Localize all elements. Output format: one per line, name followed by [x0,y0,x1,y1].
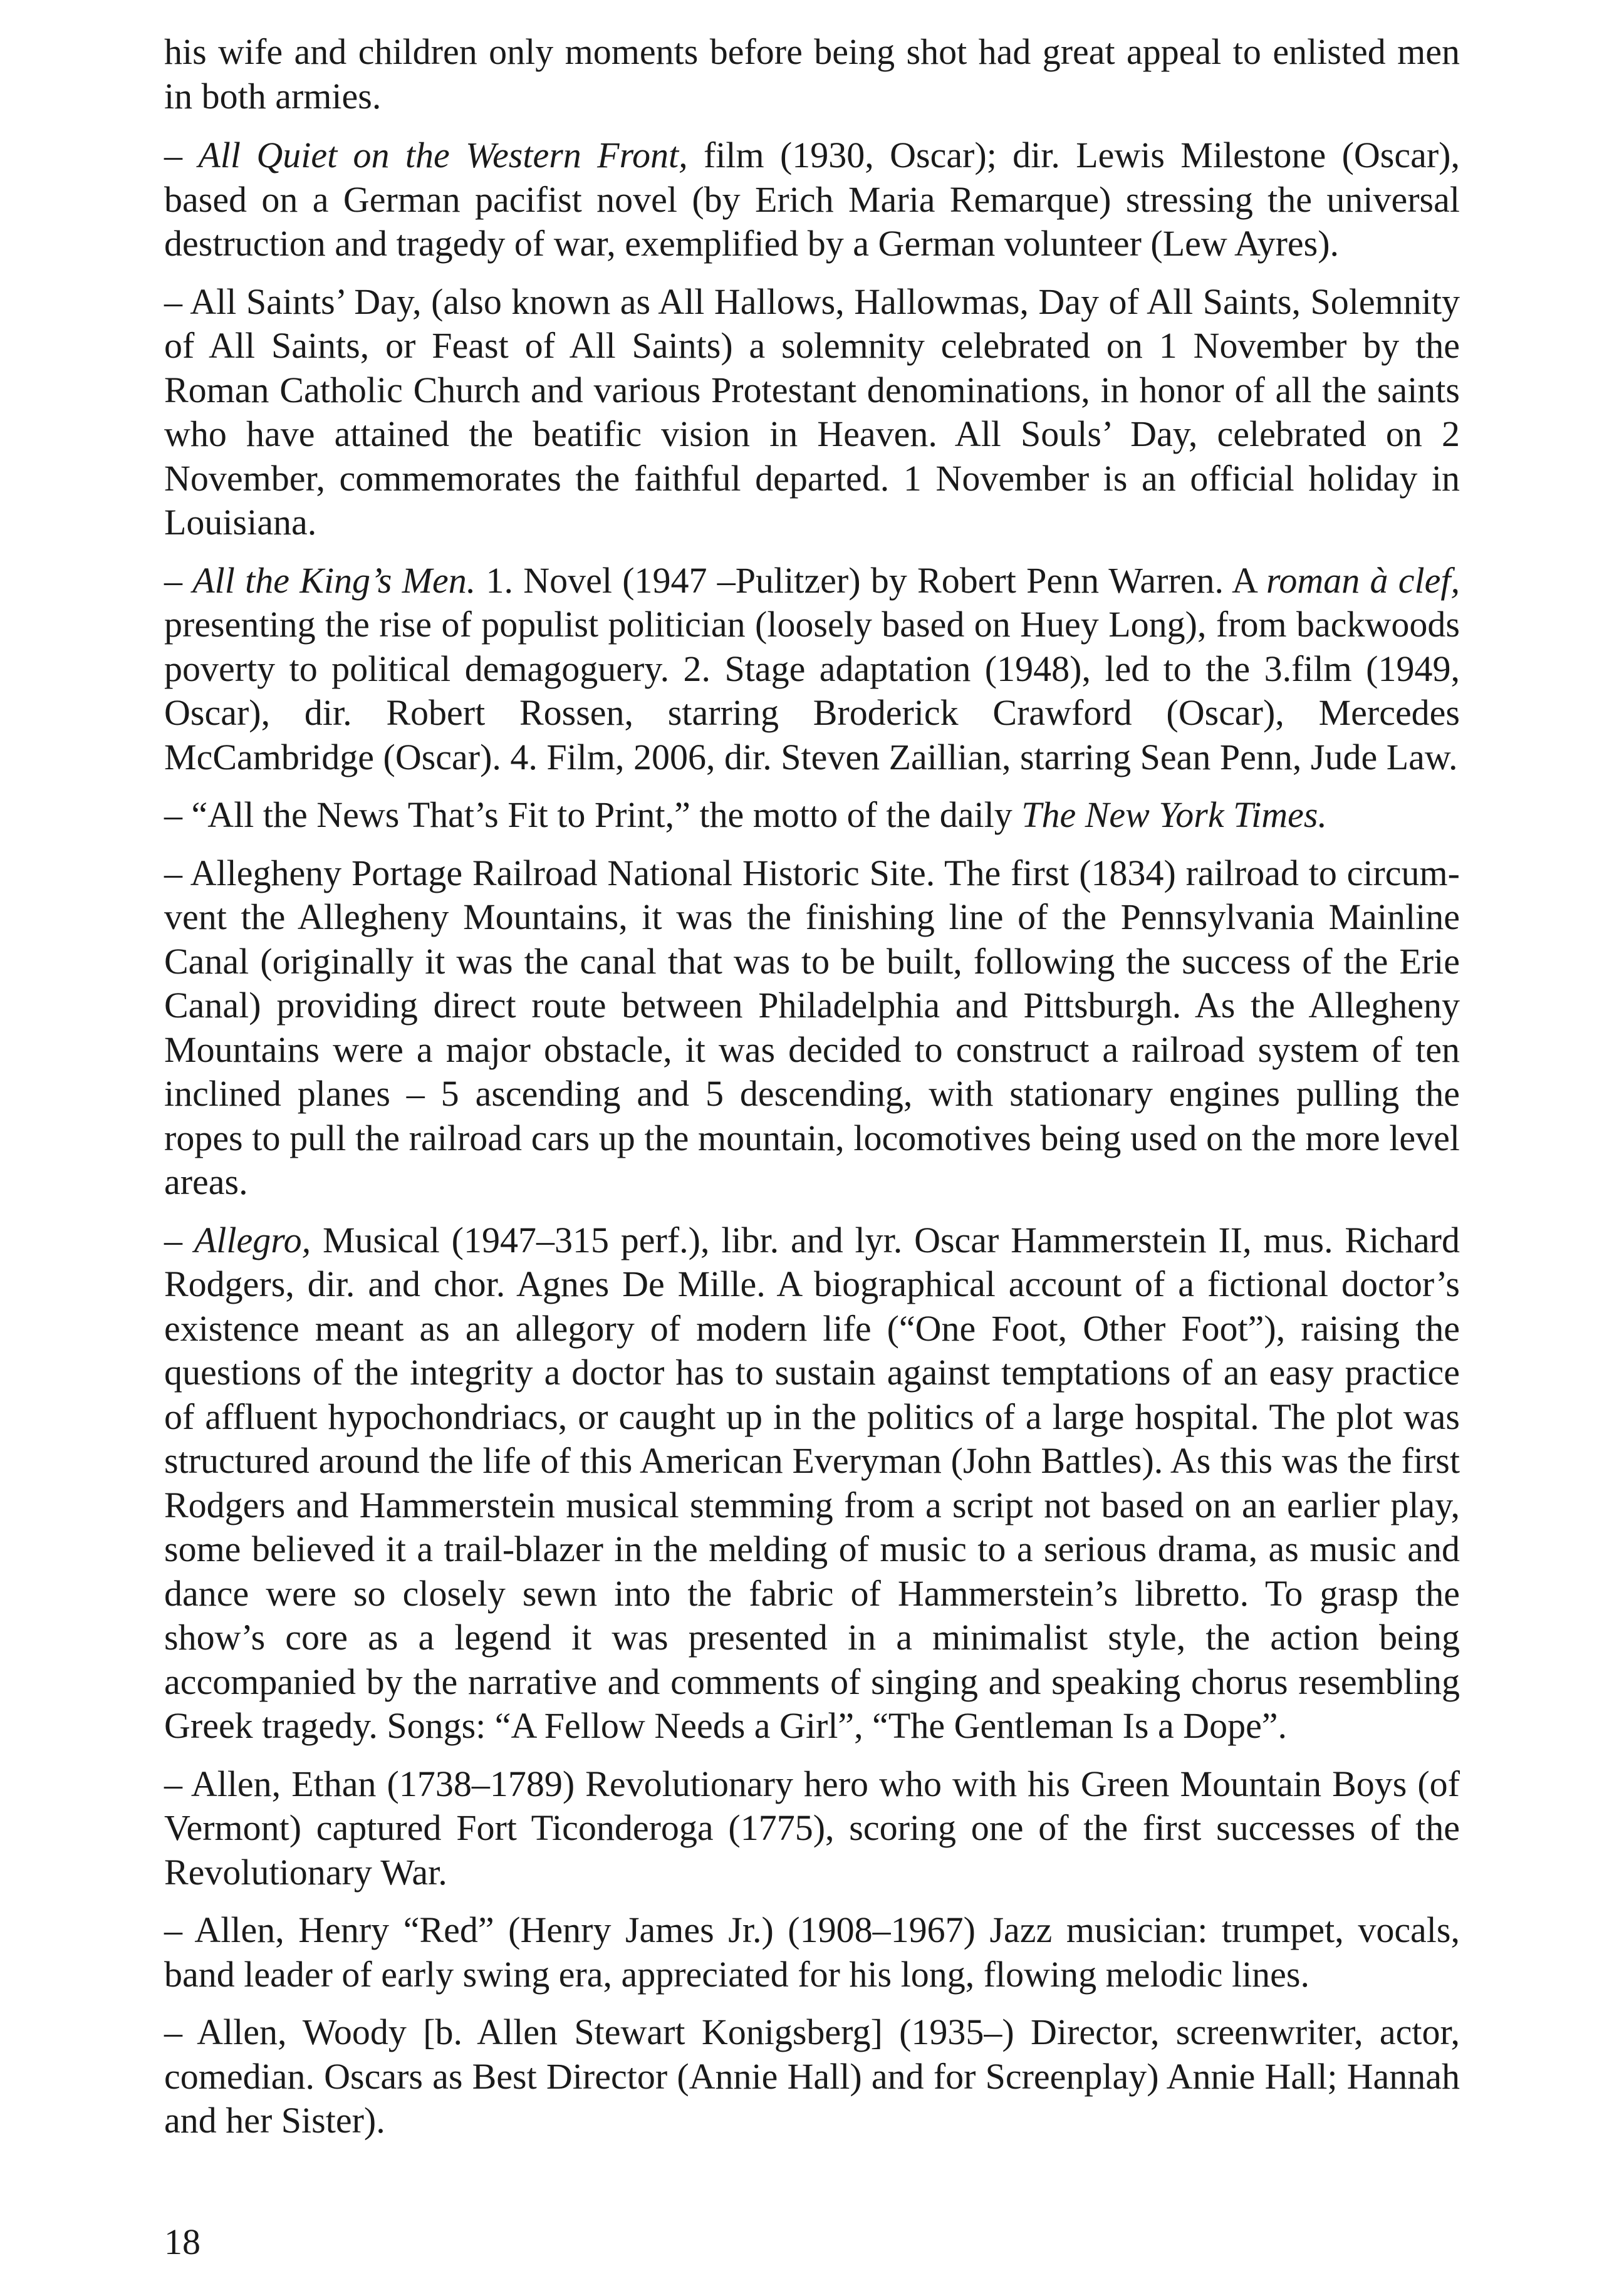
entry-allegro [164,1218,1460,1748]
entry-title: Allegro, [194,1219,311,1260]
entry-text: – Allen, Ethan (1738–1789) Revolutionary hero who with his Green Mountain Boys (of Vermont) captured Fort Ticonderoga (1775), scoring one of the first successes of the Revolutionary War. [164,1763,1460,1893]
entry-text: – Allen, Woody [b. Allen Stewart Konigsberg] (1935–) Director, screenwriter, actor, comedian. Oscars as Best Director (Annie Hall) and for Screenplay) Annie Hall; Hannah and her Sister). [164,2012,1460,2141]
entry-all-saints-day [164,280,1460,545]
entry-text: Musical (1947–315 perf.), libr. and lyr. Oscar Hammerstein II, mus. Richard Rodgers, dir. and chor. Agnes De Mille. A biographical account of a fictional doctor’s existence meant as an allegory of modern life (“One Foot, Other Foot”), raising the questions of the integrity a doctor has to sustain against temptations of an easy practice of affluent hypochondriacs, or caught up in the politics of a large hospital. The plot was structured around the life of this American Everyman (John Battles). As this was the first Rodgers and Hammerstein musical stemming from a script not based on an earlier play, some believed it a trail-blazer in the melding of music to a serious drama, as music and dance were so closely sewn into the fabric of Hammerstein’s libretto. To grasp the show’s core as a legend it was presented in a minimalist style, the action being accompanied by the narrative and comments of singing and speaking chorus resembling Greek tragedy. Songs: “A Fellow Needs a Girl”, “The Gentleman Is a Dope”. [164,1219,1460,1746]
entry-text: film (1930, Oscar); dir. Lewis Milestone (Oscar), based on a German pacifist novel (by Erich Maria Remarque) stressing the universal destruction and tragedy of war, exemplified by a German volunteer (Lew Ayres). [164,135,1460,264]
entry-allen-ethan [164,1762,1460,1895]
entry-all-the-news [164,793,1460,838]
entry-text: his wife and children only moments before being shot had great appeal to enlisted men in both armies. [164,31,1460,117]
entry-allen-henry-red [164,1908,1460,1997]
entry-italic-phrase: The New York Times. [1021,794,1327,835]
entry-allen-woody [164,2010,1460,2143]
entry-title: All the King’s Men. [192,559,476,601]
page-number: 18 [164,2221,200,2262]
entry-allegheny-portage-railroad [164,851,1460,1205]
entry-text: – “All the News That’s Fit to Print,” the motto of the daily [164,794,1022,835]
entry-text: – Allegheny Portage Railroad National Historic Site. The first (1834) railroad to circumvent the Allegheny Mountains, it was the finishing line of the Pennsylvania Mainline Canal (originally it was the canal that was to be built, following the success of the Erie Canal) providing direct route between Philadelphia and Pittsburgh. As the Allegheny Mountains were a major obstacle, it was decided to construct a railroad system of ten inclined planes – 5 ascending and 5 descending, with stationary engines pulling the ropes to pull the railroad cars up the mountain, locomotives being used on the more level areas. [164,852,1460,1202]
entry-text: 1. Novel (1947 –Pulitzer) by Robert Penn Warren. A [476,559,1266,601]
entry-dash: – [164,135,199,175]
entry-text: – All Saints’ Day, (also known as All Hallows, Hallowmas, Day of All Saints, Solemnity of All Saints, or Feast of All Saints) a solemnity celebrated on 1 November by the Roman Catholic Church and various Protestant denominations, in honor of all the saints who have attained the beatific vision in Heaven. All Souls’ Day, celebrated on 2 November, commemorates the faithful departed. 1 November is an official holiday in Louisiana. [164,281,1460,543]
entry-title: All Quiet on the Western Front, [198,135,688,175]
entry-text: – Allen, Henry “Red” (Henry James Jr.) (1908–1967) Jazz musician: trumpet, vocals, band leader of early swing era, appreciated for his long, flowing melodic lines. [164,1909,1460,1995]
entry-text: presenting the rise of populist politician (loosely based on Huey Long), from backwoods poverty to political demagoguery. 2. Stage adaptation (1948), led to the 3.film (1949, Oscar), dir. Robert Rossen, starring Broderick Crawford (Oscar), Mercedes McCambridge (Oscar). 4. Film, 2006, dir. Steven Zaillian, starring Sean Penn, Jude Law. [164,604,1460,777]
document-body [164,30,1460,2157]
entry-continuation [164,30,1460,118]
entry-dash: – [164,1219,194,1260]
entry-all-the-kings-men [164,559,1460,780]
entry-all-quiet-on-the-western-front [164,133,1460,266]
entry-dash: – [164,559,193,601]
entry-italic-phrase: roman à clef, [1266,559,1460,601]
